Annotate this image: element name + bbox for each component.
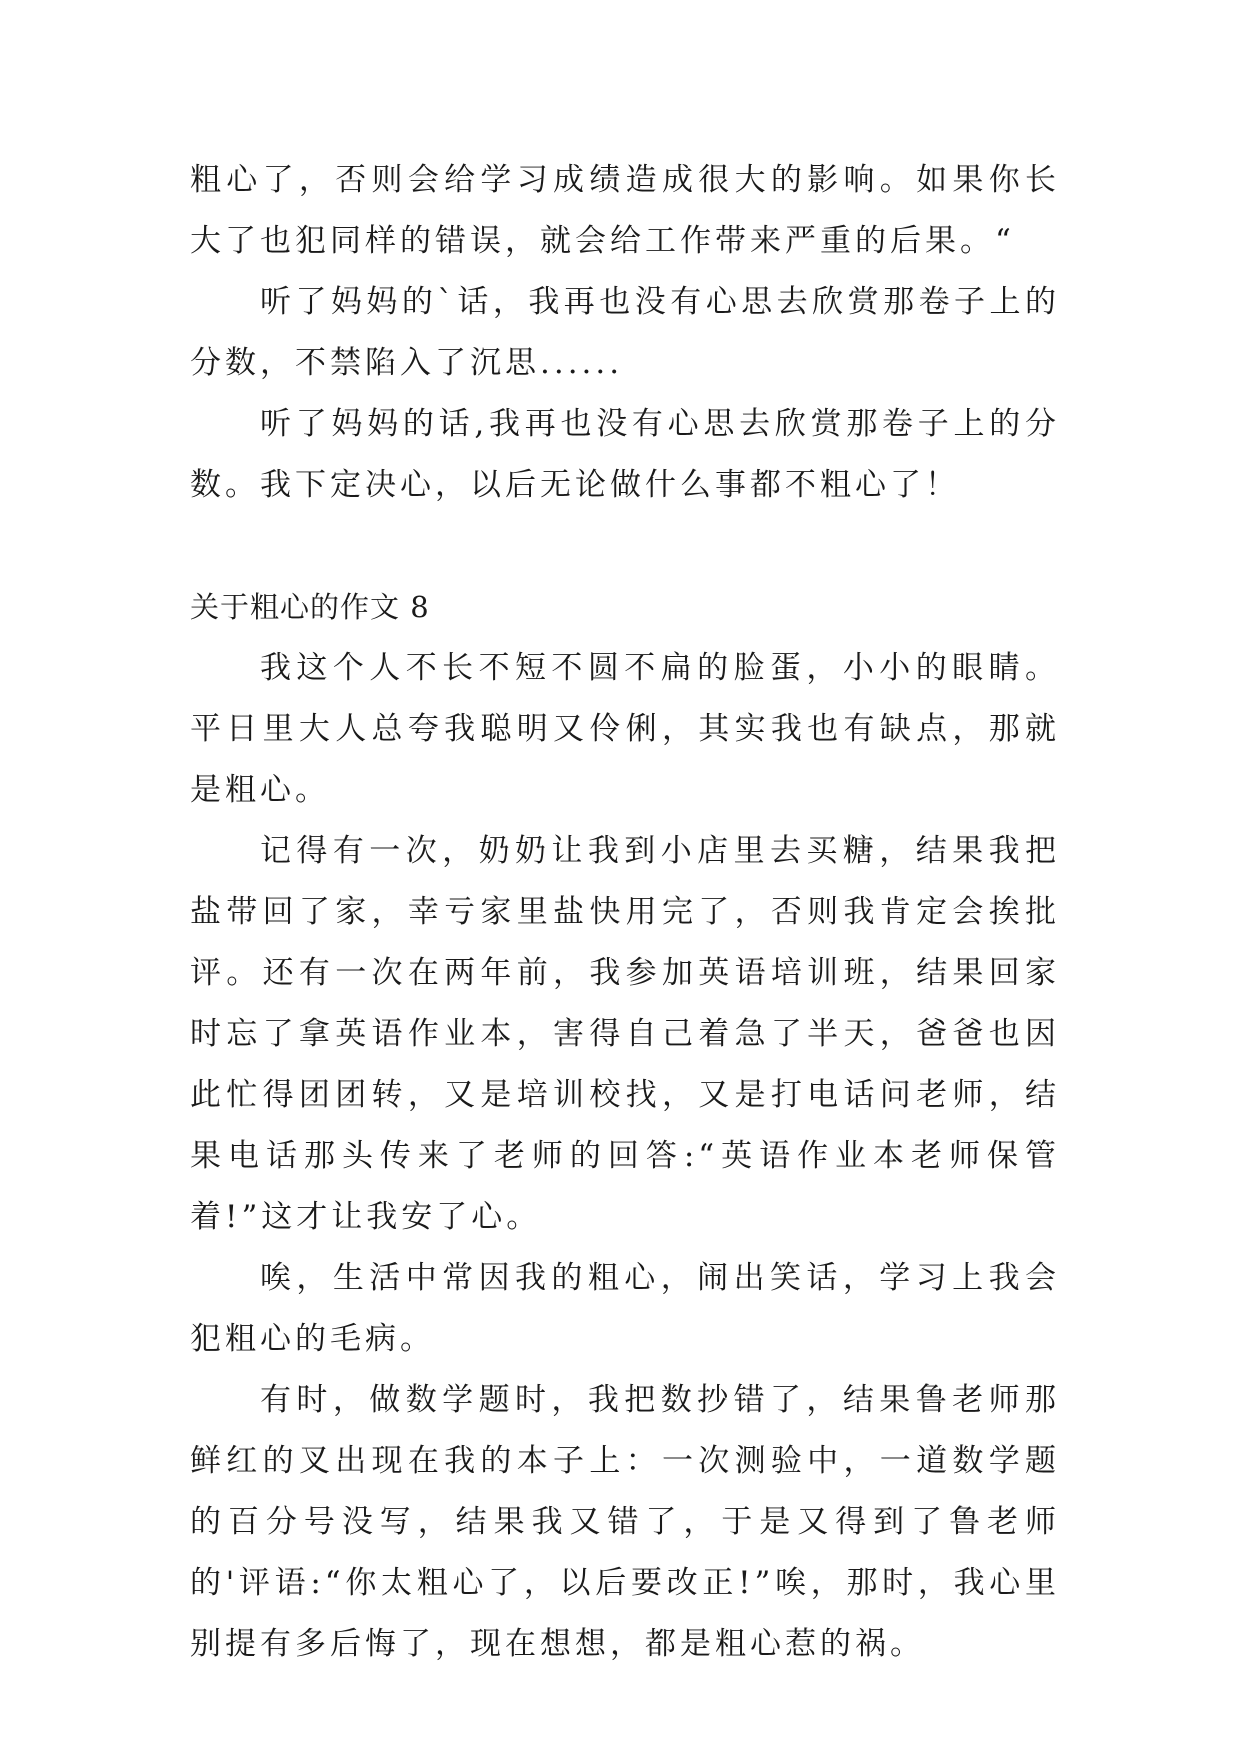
paragraph: 我这个人不长不短不圆不扁的脸蛋，小小的眼睛。平日里大人总夸我聪明又伶俐，其实我也有缺点，那就是粗心。 [190, 650, 1060, 808]
paragraph-continued: 粗心了，否则会给学习成绩造成很大的影响。如果你长大了也犯同样的错误，就会给工作带来严重的后果。“ [190, 162, 1060, 259]
paragraph: 唉，生活中常因我的粗心，闹出笑话，学习上我会犯粗心的毛病。 [190, 1260, 1060, 1357]
paragraph: 听了妈妈的`话，我再也没有心思去欣赏那卷子上的分数，不禁陷入了沉思...... [190, 284, 1060, 381]
paragraph: 听了妈妈的话,我再也没有心思去欣赏那卷子上的分数。我下定决心，以后无论做什么事都不粗心了！ [190, 406, 1060, 503]
paragraph: 有时，做数学题时，我把数抄错了，结果鲁老师那鲜红的叉出现在我的本子上：一次测验中，一道数学题的百分号没写，结果我又错了，于是又得到了鲁老师的'评语:“你太粗心了，以后要改正!”唉，那时，我心里别提有多后悔了，现在想想，都是粗心惹的祸。 [190, 1382, 1060, 1662]
paragraph: 记得有一次，奶奶让我到小店里去买糖，结果我把盐带回了家，幸亏家里盐快用完了，否则我肯定会挨批评。还有一次在两年前，我参加英语培训班，结果回家时忘了拿英语作业本，害得自己着急了半天，爸爸也因此忙得团团转，又是培训校找，又是打电话问老师，结果电话那头传来了老师的回答:“英语作业本老师保管着!”这才让我安了心。 [190, 833, 1060, 1235]
document-body [190, 150, 1060, 1675]
essay-title: 关于粗心的作文 8 [190, 590, 430, 624]
section-spacer [190, 516, 1060, 577]
